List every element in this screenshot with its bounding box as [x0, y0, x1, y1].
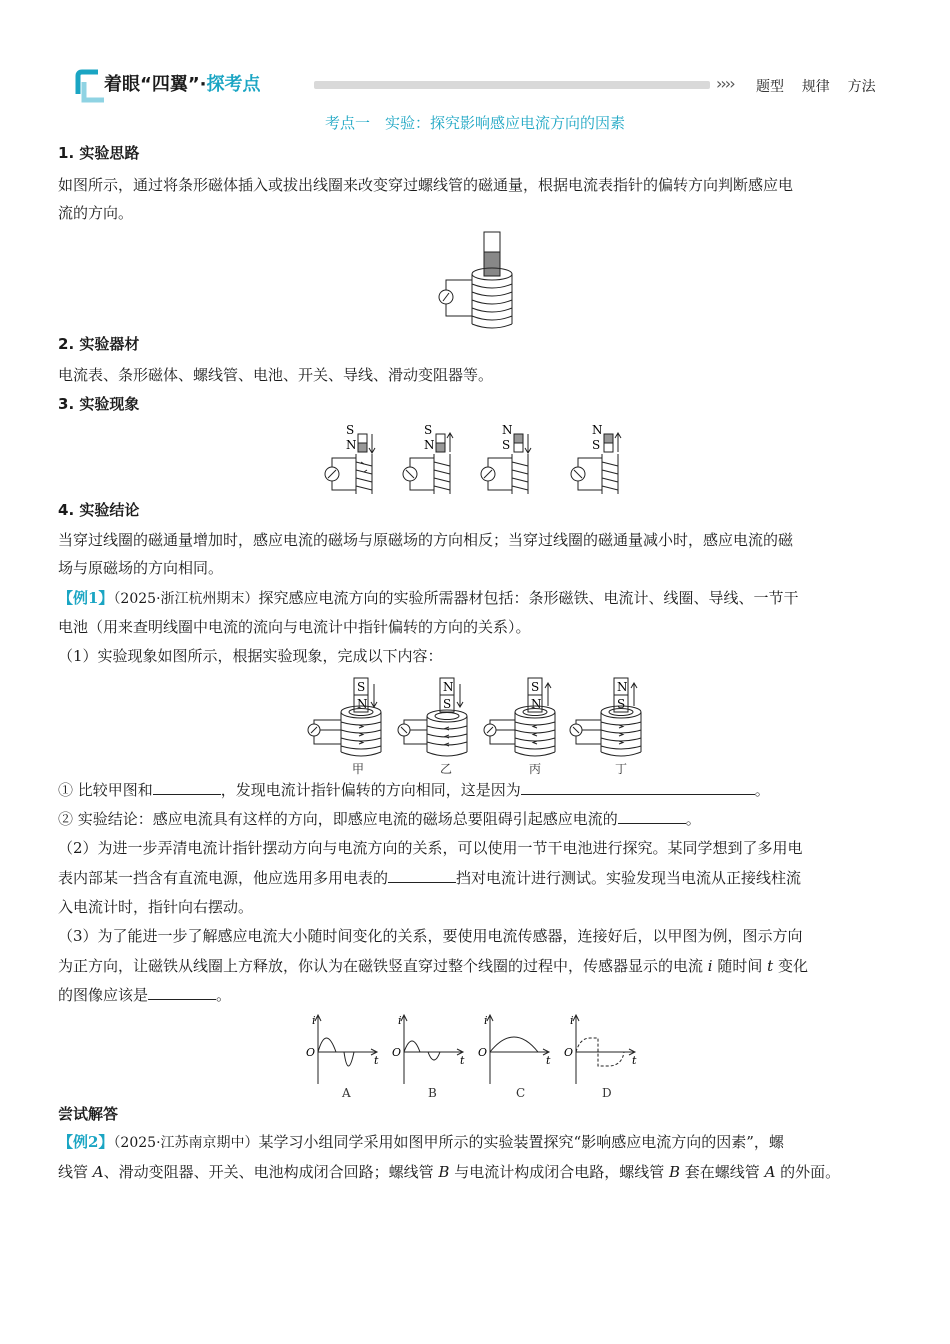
- graph-b-axis-i: i: [398, 1014, 402, 1027]
- ex1-q1a-blank-1[interactable]: [153, 780, 221, 795]
- ex2-tag: 【例2】: [58, 1133, 114, 1151]
- ex2-A2: A: [764, 1163, 776, 1181]
- ex1-source: （2025·浙江杭州期末）: [113, 591, 259, 607]
- s2-para: 电流表、条形磁体、螺线管、电池、开关、导线、滑动变阻器等。: [58, 366, 494, 384]
- ex2-A: A: [92, 1163, 104, 1181]
- graph-a-axis-i: i: [312, 1014, 316, 1027]
- s2-heading-num: 2: [58, 335, 69, 353]
- graph-a-origin: O: [306, 1046, 316, 1059]
- ex1-label-yi: 乙: [440, 762, 453, 776]
- ex1-q3-line3-end: 。: [216, 986, 232, 1004]
- graph-c-axis-i: i: [484, 1014, 488, 1027]
- ex1-tag: 【例1】: [58, 589, 114, 607]
- graph-label-d: D: [602, 1086, 612, 1100]
- s3-heading-text: . 实验现象: [68, 395, 140, 413]
- s2-heading-text: . 实验器材: [68, 335, 140, 353]
- ex2-line2-a: 线管: [58, 1163, 93, 1181]
- graph-d-origin: O: [564, 1046, 574, 1059]
- graph-d-axis-i: i: [570, 1014, 574, 1027]
- ex1-q2-line2: [58, 868, 801, 888]
- ex1-q1a: [58, 780, 770, 800]
- graph-c-curve: [490, 1037, 538, 1052]
- header-item-rules: 规律: [801, 79, 830, 95]
- ex1-q2-line2-post: 挡对电流计进行测试。实验发现当电流从正接线柱流: [456, 869, 802, 887]
- s3-unit-3-top-pole: N: [502, 423, 513, 437]
- graph-c-origin: O: [478, 1046, 488, 1059]
- s1-para-line1: 如图所示，通过将条形磁体插入或拔出线圈来改变穿过螺线管的磁通量，根据电流表指针的偏转方向判断感应电: [58, 176, 794, 194]
- header-title-quote: “四翼”: [140, 74, 200, 95]
- ex1-line2: 电池（用来查明线圈中电流的流向与电流计中指针偏转的方向的关系）。: [58, 618, 531, 636]
- ex2-line2-c: 与电流计构成闭合电路，螺线管: [449, 1163, 669, 1181]
- ex1-unit-ding: [566, 676, 648, 760]
- ex1-q1b-end: 。: [685, 810, 701, 828]
- ex1-q1b-blank[interactable]: [618, 809, 686, 824]
- ex1-label-bing: 丙: [529, 762, 542, 776]
- s1-coil: [472, 268, 512, 328]
- ex1-line1-rest: 探究感应电流方向的实验所需器材包括：条形磁铁、电流计、线圈、导线、一节干: [258, 589, 799, 607]
- ex1-q2-blank[interactable]: [388, 868, 456, 883]
- s3-unit-4: [568, 420, 628, 498]
- ex2-line1: [58, 1132, 784, 1153]
- s1-para-line2: 流的方向。: [58, 204, 134, 222]
- ex1-q1a-end: 。: [754, 781, 770, 799]
- graph-label-c: C: [516, 1086, 526, 1100]
- ex1-q1b: [58, 809, 701, 829]
- ex2-line2-b: 、滑动变阻器、开关、电池构成闭合回路；螺线管: [103, 1163, 439, 1181]
- s3-unit-2-bottom-pole: N: [424, 438, 435, 452]
- ex1-q3-line2-mid: 随时间: [712, 957, 768, 975]
- s1-heading: [58, 143, 139, 163]
- ex1-jia-bottom: N: [357, 697, 368, 711]
- ex1-q3-i: i: [707, 957, 713, 975]
- ex1-yi-top: N: [443, 680, 454, 694]
- ex1-bing-bottom: N: [531, 697, 542, 711]
- ex1-q2-line2-pre: 表内部某一挡含有直流电源，他应选用多用电表的: [58, 869, 389, 887]
- s3-unit-3-bottom-pole: S: [502, 438, 511, 452]
- graph-c-axis-t: t: [546, 1054, 551, 1067]
- ex1-ding-top: N: [617, 680, 628, 694]
- s3-unit-3: [478, 420, 538, 498]
- ex1-q3-t: t: [767, 957, 774, 975]
- ex2-B2: B: [668, 1163, 681, 1181]
- ex1-q3-line2: [58, 956, 808, 976]
- s4-heading-num: 4: [58, 501, 69, 519]
- ex2-source: （2025·江苏南京期中）: [113, 1135, 259, 1151]
- ex1-jia-top: S: [357, 680, 366, 694]
- s3-unit-1-bottom-pole: N: [346, 438, 357, 452]
- graph-d: [564, 1012, 642, 1086]
- s4-para-line1: 当穿过线圈的磁通量增加时，感应电流的磁场与原磁场的方向相反；当穿过线圈的磁通量减小时，感应电流的磁: [58, 531, 794, 549]
- ex1-q3-line3: [58, 985, 231, 1005]
- s3-unit-2: [400, 420, 460, 498]
- graph-label-b: B: [428, 1086, 437, 1100]
- s3-unit-4-top-pole: N: [592, 423, 603, 437]
- ex2-line2-d: 套在螺线管: [680, 1163, 765, 1181]
- ex1-q2-line3: 入电流计时，指针向右摆动。: [58, 898, 254, 916]
- ex2-B: B: [438, 1163, 450, 1181]
- header-right-items: [756, 76, 876, 96]
- ex1-yi-bottom: S: [443, 697, 452, 711]
- ex1-q3-line2-pre: 为正方向，让磁铁从线圈上方释放，你认为在磁铁竖直穿过整个线圈的过程中，传感器显示的电流: [58, 957, 708, 975]
- ex1-q3-line1: （3）为了能进一步了解感应电流大小随时间变化的关系，要使用电流传感器，连接好后，以甲图为例，图示方向: [58, 927, 803, 945]
- header-rule: [314, 81, 710, 89]
- s1-heading-num: 1: [58, 144, 69, 162]
- ex1-q1a-mid: ，发现电流计指针偏转的方向相同，这是因为: [220, 781, 521, 799]
- ex1-label-ding: 丁: [615, 762, 628, 776]
- ex1-q1a-pre: ① 比较甲图和: [58, 781, 153, 799]
- graph-a: [306, 1012, 384, 1086]
- graph-label-a: A: [342, 1086, 351, 1100]
- ex1-line1: [58, 588, 799, 609]
- ex2-line2-e: 的外面。: [775, 1163, 841, 1181]
- ex2-line1-rest: 某学习小组同学采用如图甲所示的实验装置探究“影响感应电流方向的因素”，螺: [258, 1133, 784, 1151]
- header-arrows: ››››: [716, 74, 734, 93]
- ex1-ding-bottom: S: [617, 697, 626, 711]
- header-title-b: 探考点: [206, 74, 261, 95]
- ex1-q3-line3-pre: 的图像应该是: [58, 986, 149, 1004]
- ex1-unit-bing: [480, 676, 562, 760]
- ex1-q1a-blank-2[interactable]: [521, 780, 755, 795]
- ex2-line2: [58, 1162, 840, 1182]
- header-title-a: 着眼: [104, 74, 140, 95]
- s3-unit-1: [322, 420, 382, 498]
- header-item-methods: 方法: [847, 79, 876, 95]
- graph-b-origin: O: [392, 1046, 402, 1059]
- s4-para-line2: 场与原磁场的方向相同。: [58, 559, 224, 577]
- ex1-q1: （1）实验现象如图所示，根据实验现象，完成以下内容：: [58, 647, 443, 665]
- header-item-types: 题型: [756, 79, 784, 95]
- graph-b-curve: [404, 1041, 440, 1060]
- s1-figure: [430, 228, 530, 334]
- graph-c: [478, 1012, 556, 1086]
- s4-heading: [58, 500, 139, 520]
- s3-heading: [58, 394, 139, 414]
- s3-unit-1-top-pole: S: [346, 423, 355, 437]
- ex1-q3-line2-post: 变化: [773, 957, 808, 975]
- graph-d-axis-t: t: [632, 1054, 637, 1067]
- s1-magnet-shade: [484, 252, 500, 276]
- ex1-q2-line1: （2）为进一步弄清电流计指针摆动方向与电流方向的关系，可以使用一节干电池进行探究。某同学想到了多用电: [58, 839, 803, 857]
- s4-heading-text: . 实验结论: [68, 501, 140, 519]
- header-corner-mark: [76, 70, 106, 104]
- try-answer: 尝试解答: [58, 1105, 119, 1123]
- section-title: 考点一 实验：探究影响感应电流方向的因素: [324, 114, 625, 132]
- graph-b: [392, 1012, 470, 1086]
- ex1-q1b-pre: ② 实验结论：感应电流具有这样的方向，即感应电流的磁场总要阻碍引起感应电流的: [58, 810, 618, 828]
- s1-heading-text: . 实验思路: [68, 144, 140, 162]
- header-title: [104, 72, 261, 98]
- s3-heading-num: 3: [58, 395, 69, 413]
- s2-heading: [58, 334, 139, 354]
- s3-unit-2-top-pole: S: [424, 423, 433, 437]
- ex1-q3-blank[interactable]: [148, 985, 216, 1000]
- s3-unit-4-bottom-pole: S: [592, 438, 601, 452]
- graph-a-axis-t: t: [374, 1054, 379, 1067]
- ex1-bing-top: S: [531, 680, 540, 694]
- s1-galvanometer: [439, 280, 472, 316]
- ex1-label-jia: 甲: [352, 762, 365, 776]
- ex1-unit-jia: [304, 676, 386, 760]
- graph-b-axis-t: t: [460, 1054, 465, 1067]
- ex1-unit-yi: [394, 676, 476, 760]
- header-title-dot: ·: [199, 74, 207, 95]
